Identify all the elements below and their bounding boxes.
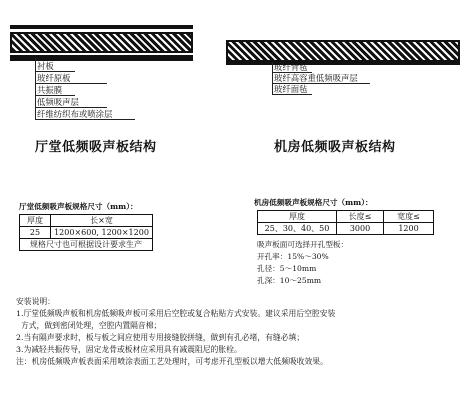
right-layer-label: 玻纤高容重低频吸声层 — [274, 73, 358, 83]
table-header-cell: 宽度≤ — [384, 211, 434, 223]
install-line: 3.为减轻共振传导，固定龙骨或板材应采用具有减震阻尼的胀栓。 — [16, 345, 242, 354]
left-layer-label: 低频吸声层 — [37, 97, 79, 107]
table-row — [258, 223, 434, 235]
table-row — [20, 215, 153, 227]
table-cell: 1200×600, 1200×1200 — [51, 227, 153, 239]
table-header-cell: 厚度 — [20, 215, 51, 227]
right-spec-table — [257, 210, 434, 235]
right-spec-note: 吸声板面可选择开孔型板： — [257, 240, 349, 249]
table-header-cell: 厚度 — [258, 211, 337, 223]
left-spec-table — [19, 214, 153, 251]
table-header-cell: 长×宽 — [51, 215, 153, 227]
table-cell: 3000 — [337, 223, 384, 235]
table-cell: 25、30、40、50 — [258, 223, 337, 235]
left-panel-core — [10, 32, 193, 53]
left-leader-3 — [35, 107, 107, 108]
right-leader-2 — [272, 94, 312, 95]
right-layer-label: 玻纤面毡 — [274, 84, 308, 94]
install-heading: 安装说明： — [16, 297, 55, 306]
install-line: 1.厅堂低频吸声板和机房低频吸声板可采用后空腔或复合粘贴方式安装。建议采用后空腔安装 — [16, 309, 336, 318]
right-layer-label: 玻纤背毡 — [274, 62, 308, 72]
left-leader-0 — [35, 71, 75, 72]
left-layer-label: 衬板 — [37, 61, 54, 71]
left-leader-2 — [35, 95, 75, 96]
right-leader-vertical — [272, 62, 273, 94]
install-line: 方式，做到密闭处理，空腔内置隔音棉； — [16, 321, 162, 330]
table-row — [20, 239, 153, 251]
left-leader-vertical — [35, 58, 36, 120]
right-spec-note: 孔径：5～10mm — [257, 264, 317, 273]
table-cell: 25 — [20, 227, 51, 239]
table-row — [258, 211, 434, 223]
left-spec-title: 厅堂低频吸声板规格尺寸（mm）： — [19, 202, 138, 211]
right-panel-core — [226, 40, 460, 62]
right-structure-title: 机房低频吸声板结构 — [274, 140, 396, 155]
right-panel-bottom-strip — [226, 62, 460, 65]
right-spec-note: 开孔率：15%～30% — [257, 252, 329, 261]
table-header-cell: 长度≤ — [337, 211, 384, 223]
left-layer-label: 纤维纺织布或喷涂层 — [37, 109, 113, 119]
left-layer-label: 玻纤原板 — [37, 73, 71, 83]
left-layer-label: 共振膜 — [37, 85, 63, 95]
left-leader-4 — [35, 119, 135, 120]
left-leader-1 — [35, 83, 107, 84]
right-spec-title: 机房低频吸声板规格尺寸（mm）： — [254, 198, 373, 207]
right-spec-note: 孔深：10～25mm — [257, 276, 322, 285]
table-footer-cell: 规格尺寸也可根据设计要求生产 — [20, 239, 153, 251]
install-line: 2.当有隔声要求时，板与板之间应使用专用接缝胶拼缝，做到有孔必堵，有缝必填； — [16, 333, 305, 342]
left-structure-title: 厅堂低频吸声板结构 — [35, 140, 157, 155]
table-row — [20, 227, 153, 239]
left-panel-top-strip — [10, 25, 193, 29]
install-note: 注：机房低频吸声板表面采用喷涂表面工艺处理时，可考虑开孔型板以增大低频吸收效果。 — [16, 357, 328, 366]
table-cell: 1200 — [384, 223, 434, 235]
